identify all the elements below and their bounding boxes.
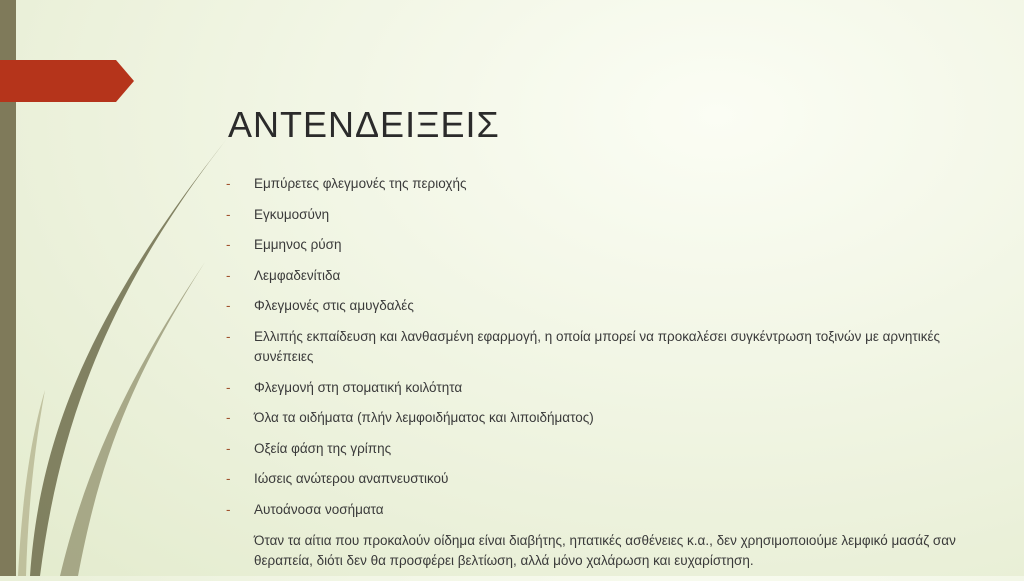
list-item — [226, 408, 986, 428]
note-text: Όταν τα αίτια που προκαλούν οίδημα είναι διαβήτης, ηπατικές ασθένειες κ.α., δεν χρησιμοποιούμε λεμφικό μασάζ σαν θεραπεία, διότι δεν θα προσφέρει βελτίωση, αλλά μόνο χαλάρωση και ευχαρίστηση. — [254, 532, 956, 568]
list-item-text: Εμμηνος ρύση — [254, 237, 342, 253]
list-item — [226, 378, 986, 398]
stem-curve-1 — [30, 110, 250, 576]
list-item — [226, 327, 986, 367]
contraindications-list — [226, 174, 986, 581]
list-item — [226, 469, 986, 489]
list-item — [226, 205, 986, 225]
slide-title: ΑΝΤΕΝΔΕΙΞΕΙΣ — [228, 104, 500, 145]
dash-bullet: - — [226, 267, 231, 283]
dash-bullet: - — [226, 176, 231, 191]
list-item — [226, 235, 986, 255]
list-item — [226, 439, 986, 459]
list-item — [226, 500, 986, 520]
dash-bullet: - — [226, 237, 231, 253]
list-item-text: Εγκυμοσύνη — [254, 206, 330, 222]
list-item-text: Οξεία φάση της γρίπης — [254, 440, 392, 456]
dash-bullet: - — [226, 501, 231, 517]
list-item-text: Εμπύρετες φλεγμονές της περιοχής — [254, 176, 467, 191]
dash-bullet: - — [226, 410, 231, 426]
list-item — [226, 266, 986, 286]
list-item — [226, 174, 986, 194]
dash-bullet: - — [226, 471, 231, 487]
dash-bullet: - — [226, 328, 231, 344]
list-item-text: Λεμφαδενίτιδα — [254, 267, 341, 283]
dash-bullet: - — [226, 379, 231, 395]
note-item — [226, 531, 986, 571]
dash-bullet: - — [226, 206, 231, 222]
red-tab-ribbon — [0, 60, 140, 104]
dash-bullet: - — [226, 440, 231, 456]
list-item-text: Φλεγμονές στις αμυγδαλές — [254, 298, 414, 314]
list-item-text: Όλα τα οιδήματα (πλήν λεμφοιδήματος και λιποιδήματος) — [254, 410, 594, 426]
list-item-text: Ιώσεις ανώτερου αναπνευστικού — [254, 471, 449, 487]
dash-bullet: - — [226, 298, 231, 314]
list-item-text: Αυτοάνοσα νοσήματα — [254, 501, 384, 517]
list-item-text: Φλεγμονή στη στοματική κοιλότητα — [254, 379, 463, 395]
list-item — [226, 296, 986, 316]
stem-curve-2 — [60, 262, 205, 576]
list-item-text: Ελλιπής εκπαίδευση και λανθασμένη εφαρμογή, η οποία μπορεί να προκαλέσει συγκέντρωση τοξινών με αρνητικές συνέπειες — [254, 328, 940, 364]
